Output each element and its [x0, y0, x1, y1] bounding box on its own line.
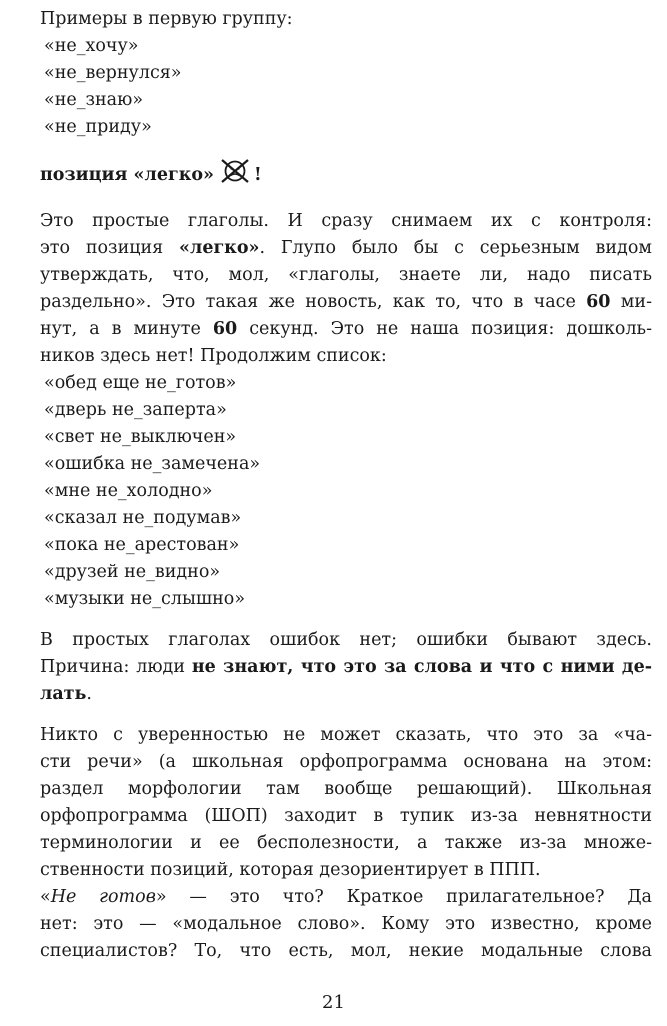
- paragraph-line: В простых глаголах ошибок нет; ошибки бывают здесь.: [40, 630, 652, 650]
- example-item: «обед еще не_готов»: [44, 373, 237, 393]
- example-item: «дверь не_заперта»: [44, 400, 227, 420]
- page-content: [40, 6, 652, 965]
- paragraph-line: Никто с уверенностью не может сказать, что это за «ча-: [40, 725, 652, 745]
- section-heading: [40, 157, 652, 194]
- example-item: «пока не_арестован»: [44, 535, 240, 555]
- paragraph-line: Причина: люди не знают, что это за слова и что с ними де-: [40, 657, 652, 677]
- paragraph-line: раздельно». Это такая же новость, как то, что в часе 60 ми-: [40, 292, 652, 312]
- crossed-out-face-icon: [214, 157, 254, 194]
- paragraph-line: орфопрограмма (ШОП) заходит в тупик из-за невнятности: [40, 806, 652, 826]
- paragraph-line: Это простые глаголы. И сразу снимаем их с контроля:: [40, 211, 652, 231]
- paragraph-2: [40, 627, 652, 708]
- example-item: «не_приду»: [44, 117, 152, 137]
- heading-text: позиция «легко»: [40, 165, 214, 185]
- paragraph-line: нет: это — «модальное слово». Кому это известно, кроме: [40, 914, 652, 934]
- example-item: «друзей не_видно»: [44, 562, 221, 582]
- example-item: «не_знаю»: [44, 90, 144, 110]
- examples-intro: Примеры в первую группу:: [40, 9, 293, 29]
- paragraph-line: раздел морфологии там вообще решающий). Школьная: [40, 779, 652, 799]
- paragraph-4: [40, 884, 652, 965]
- page-number: 21: [322, 992, 345, 1013]
- paragraph-line: ников здесь нет! Продолжим список:: [40, 346, 387, 366]
- example-item: «музыки не_слышно»: [44, 589, 246, 609]
- paragraph-1: [40, 208, 652, 370]
- paragraph-line: «Не готов» — это что? Краткое прилагательное? Да: [40, 887, 652, 907]
- example-item: «не_хочу»: [44, 36, 139, 56]
- paragraph-line: нут, а в минуте 60 секунд. Это не наша позиция: дошколь-: [40, 319, 653, 339]
- example-item: «свет не_выключен»: [44, 427, 237, 447]
- paragraph-line: сти речи» (а школьная орфопрограмма основана на этом:: [40, 752, 652, 772]
- paragraph-line: лать.: [40, 684, 92, 704]
- heading-exclaim: !: [253, 165, 262, 185]
- examples-list: [40, 370, 652, 613]
- example-item: «ошибка не_замечена»: [44, 454, 261, 474]
- paragraph-line: специалистов? То, что есть, мол, некие модальные слова: [40, 941, 652, 961]
- paragraph-line: терминологии и ее бесполезности, а также из-за множе-: [40, 833, 652, 853]
- paragraph-3: [40, 722, 652, 884]
- example-item: «не_вернулся»: [44, 63, 182, 83]
- paragraph-line: ственности позиций, которая дезориентирует в ППП.: [40, 860, 541, 880]
- paragraph-line: утверждать, что, мол, «глаголы, знаете ли, надо писать: [40, 265, 652, 285]
- example-item: «сказал не_подумав»: [44, 508, 242, 528]
- paragraph-line: это позиция «легко». Глупо было бы с серьезным видом: [40, 238, 652, 258]
- example-item: «мне не_холодно»: [44, 481, 213, 501]
